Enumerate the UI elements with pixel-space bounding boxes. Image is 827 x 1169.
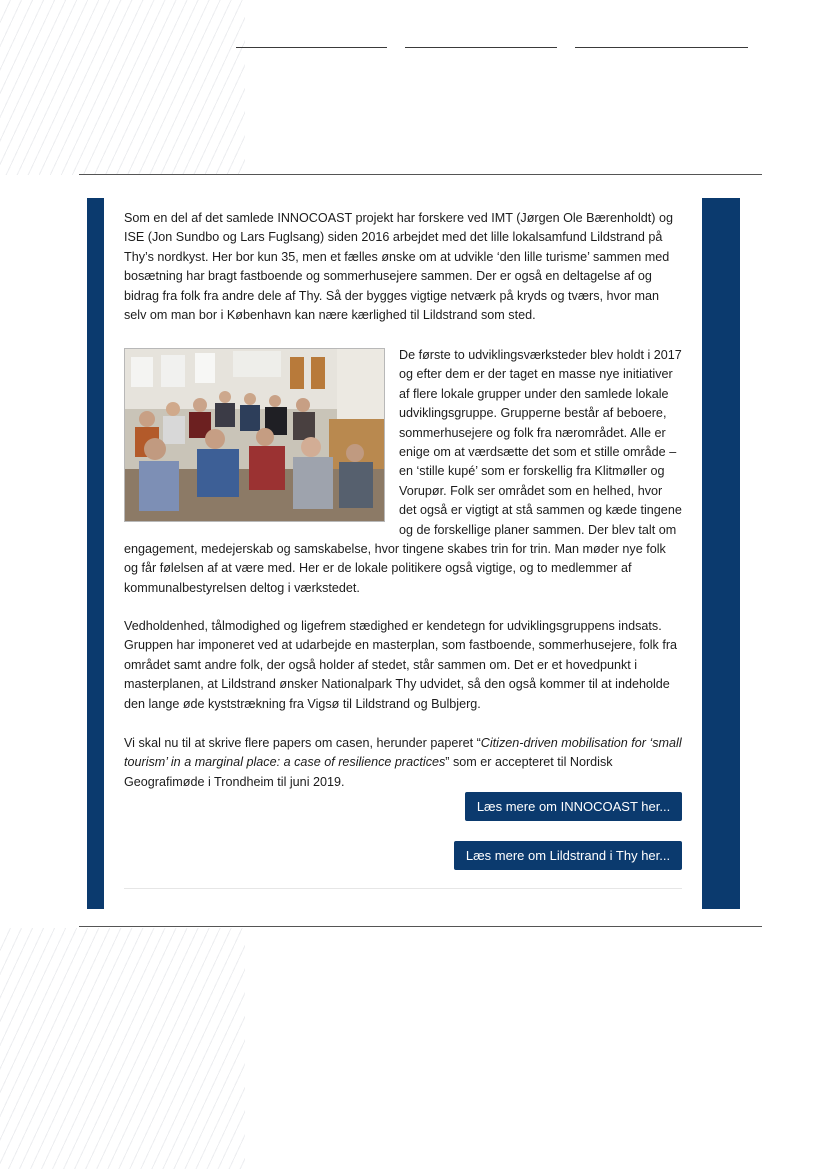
paragraph-text: Vedholdenhed, tålmodighed og ligefrem stædighed er kendetegn for udviklingsgruppens indsats. Gruppen har imponeret ved at udarbejde en masterplan, som fastboende, sommerhusejere, folk fra området samt andre folk, der også holder af stedet, står sammen om. Det er et hovedpunkt i masterplanen, at Lildstrand ønsker Nationalpark Thy udvidet, så den også kommer til at indeholde den lange øde kyststrækning fra Vigsø til Lildstrand og Bulbjerg. <box>124 619 678 711</box>
top-divider <box>79 174 762 175</box>
paragraph-text <box>124 734 682 792</box>
bottom-divider <box>79 926 762 927</box>
header-line-2 <box>405 47 557 48</box>
workshop-photo <box>124 348 385 522</box>
article-paragraph-3 <box>124 617 682 714</box>
right-accent-stripe <box>702 198 740 909</box>
decorative-hatch-bottom <box>0 928 245 1169</box>
panel-footer-line <box>124 888 682 889</box>
paragraph-text: De første to udviklingsværksteder blev holdt i 2017 og efter dem er der taget en masse nye initiativer af flere lokale grupper under den samlede lokale udviklingsgruppe. Grupperne består af beboere, sommerhusejere og folk fra nærområdet. Alle er enige om at værdsætte det som et stille område – en ‘stille kupé’ som er forskellig fra Klitmøller og Vorupør. Folk ser området som en helhed, hvor det også er vigtigt at stå sammen og kæde tingene og de forskellige planer sammen. Der blev talt om engagement, medejerskab og samskabelse, hvor tingene skabes trin for trin. Man møder nye folk og får følelsen af at være med. Her er de lokale politikere også vigtige, og to medlemmer af kommunalbestyrelsen deltog i værkstedet. <box>124 348 682 595</box>
header-line-1 <box>236 47 387 48</box>
read-more-lildstrand-button[interactable]: Læs mere om Lildstrand i Thy her... <box>454 841 682 870</box>
paragraph-text-start: Vi skal nu til at skrive flere papers om casen, herunder paperet “ <box>124 736 481 750</box>
workshop-photo-illustration <box>125 349 384 521</box>
article-paragraph-2 <box>124 346 682 598</box>
paper-title: Citizen-driven mobilisation for ‘small tourism’ in a marginal place: a case of resilience practices <box>124 736 682 770</box>
article-paragraph-4 <box>124 734 682 792</box>
read-more-innocoast-button[interactable]: Læs mere om INNOCOAST her... <box>465 792 682 821</box>
article-paragraph-1 <box>124 209 682 325</box>
paragraph-text-end: ” som er accepteret til Nordisk Geografimøde i Trondheim til juni 2019. <box>124 755 613 789</box>
paragraph-text: Som en del af det samlede INNOCOAST projekt har forskere ved IMT (Jørgen Ole Bærenholdt) og ISE (Jon Sundbo og Lars Fuglsang) siden 2016 arbejdet med det lille lokalsamfund Lildstrand på Thy’s nordkyst. Her bor kun 35, men et fælles ønske om at udvikle ‘den lille turisme’ sammen med bosætning har bragt fastboende og sommerhusejere sammen. Der er også en deltagelse af og bidrag fra folk fra andre dele af Thy. Så der bygges vigtige netværk på kryds og tværs, hvor man selv om man bor i København kan nære kærlighed til Lildstrand som sted. <box>124 211 673 323</box>
left-accent-stripe <box>87 198 104 909</box>
header-line-3 <box>575 47 748 48</box>
decorative-hatch-top <box>0 0 245 175</box>
